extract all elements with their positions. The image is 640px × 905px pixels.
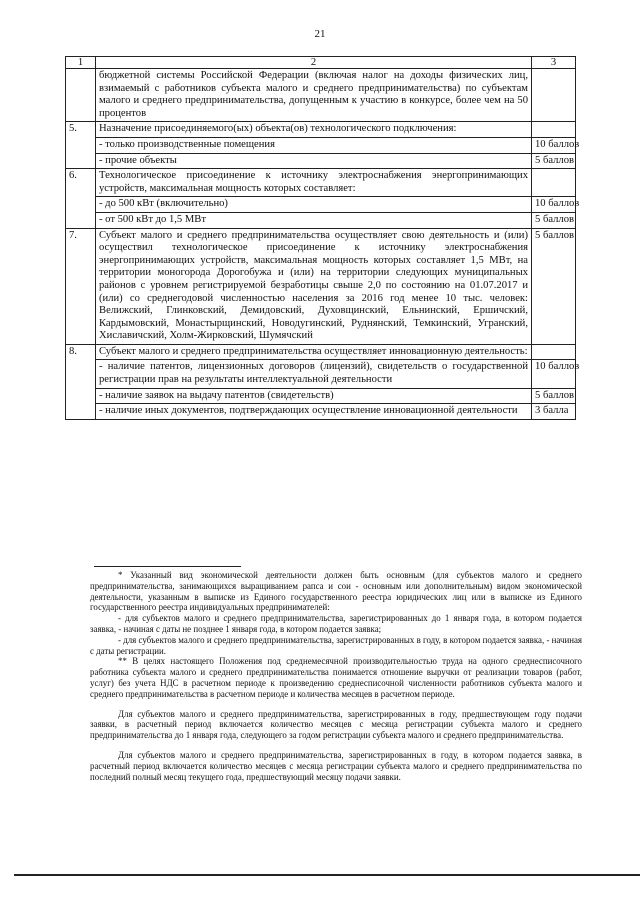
footnote-paragraph: ** В целях настоящего Положения под среднемесячной производительностью труда на одного среднесписочного работника субъекта малого и среднего предпринимательства понимается отношение выручки от реализации товаров (работ, услуг) без учета НДС в расчетном периоде к произведению среднесписочной численности работников субъекта малого и среднего предпринимательства в расчетном периоде и количества месяцев в расчетном периоде. <box>90 656 582 699</box>
criteria-table <box>65 56 580 420</box>
criterion-points: 5 баллов <box>532 228 576 344</box>
footnote-paragraph: Для субъектов малого и среднего предпринимательства, зарегистрированных в году, предшествующем году подачи заявки, в расчетный период включается количество месяцев с месяца регистрации субъекта малого и среднего предпринимательства до 1 января года, следующего за годом регистрации субъекта малого и среднего предпринимательства. <box>90 708 582 741</box>
criterion-title: Субъект малого и среднего предпринимательства осуществляет инновационную деятельность: <box>96 344 532 360</box>
criterion-text: Субъект малого и среднего предпринимательства осуществляет свою деятельность и (или) осуществил технологическое присоединение к источнику электроснабжения энергопринимающих устройств, максимальная мощность которых составляет 1,5 МВт, на территории моногорода Дорогобужа и (или) на территории следующих муниципальных районов с уровнем регистрируемой безработицы свыше 2,0 по состоянию на 01.07.2017 и (или) со среднегодовой численностью населения за 2016 год менее 10 тыс. человек: Велижский, Глинковский, Демидовский, Духовщинский, Ельнинский, Ершичский, Кардымовский, Монастырщинский, Новодугинский, Руднянский, Темкинский, Угранский, Хиславичский, Холм-Жирковский, Шумячский <box>96 228 532 344</box>
criterion-number: 6. <box>66 169 96 228</box>
footnotes <box>90 570 582 782</box>
criterion-option: - наличие патентов, лицензионных договоров (лицензий), свидетельств о государственной регистрации прав на результаты интеллектуальной деятельности <box>96 360 532 388</box>
footnote-separator <box>94 566 241 567</box>
criterion-title: Технологическое присоединение к источнику электроснабжения энергопринимающих устройств, максимальная мощность которых составляет: <box>96 169 532 197</box>
table-row <box>66 388 576 404</box>
table-header-row <box>66 57 576 69</box>
table-row <box>66 344 576 360</box>
criterion-option: - наличие иных документов, подтверждающих осуществление инновационной деятельности <box>96 404 532 420</box>
footnote-paragraph: - для субъектов малого и среднего предпринимательства, зарегистрированных до 1 января года, в котором подается заявка, - начиная с даты не позднее 1 января года, в котором подается заявка; <box>90 613 582 634</box>
criterion-points: 3 балла <box>532 404 576 420</box>
criterion-number: 7. <box>66 228 96 344</box>
page-number: 21 <box>314 28 326 40</box>
footnote-paragraph: * Указанный вид экономической деятельности должен быть основным (для субъектов малого и среднего предпринимательства, занимающихся выращиванием рапса и сои - основным или дополнительным) видом экономической деятельности, указанным в выписке из Единого государственного реестра юридических лиц или в выписке из Единого государственного реестра индивидуальных предпринимателей: <box>90 570 582 613</box>
table-row <box>66 122 576 138</box>
criterion-option: - до 500 кВт (включительно) <box>96 197 532 213</box>
criterion-points: 10 баллов <box>532 137 576 153</box>
table-row <box>66 153 576 169</box>
table-row <box>66 197 576 213</box>
criterion-option: - только производственные помещения <box>96 137 532 153</box>
column-header: 1 <box>66 57 96 69</box>
criterion-title: Назначение присоединяемого(ых) объекта(ов) технологического подключения: <box>96 122 532 138</box>
table-row <box>66 69 576 122</box>
criterion-option: - наличие заявок на выдачу патентов (свидетельств) <box>96 388 532 404</box>
bottom-rule <box>14 874 640 876</box>
column-header: 3 <box>532 57 576 69</box>
criterion-continuation: бюджетной системы Российской Федерации (включая налог на доходы физических лиц, взимаемый с работников субъекта малого и среднего предпринимательства) по субъектам малого и среднего предпринимательства, допущенным к участию в конкурсе, более чем на 50 процентов <box>96 69 532 122</box>
table-row <box>66 228 576 344</box>
criterion-points: 10 баллов <box>532 360 576 388</box>
criterion-points: 5 баллов <box>532 153 576 169</box>
criterion-option: - прочие объекты <box>96 153 532 169</box>
criterion-number: 5. <box>66 122 96 169</box>
criterion-number: 8. <box>66 344 96 419</box>
table-row <box>66 360 576 388</box>
table-row <box>66 169 576 197</box>
footnote-paragraph: - для субъектов малого и среднего предпринимательства, зарегистрированных в году, в котором подается заявка, - начиная с даты регистрации. <box>90 634 582 656</box>
criterion-points: 5 баллов <box>532 388 576 404</box>
table-row <box>66 212 576 228</box>
criterion-points: 5 баллов <box>532 212 576 228</box>
criterion-option: - от 500 кВт до 1,5 МВт <box>96 212 532 228</box>
criterion-points: 10 баллов <box>532 197 576 213</box>
table-row <box>66 137 576 153</box>
table-row <box>66 404 576 420</box>
column-header: 2 <box>96 57 532 69</box>
footnote-paragraph: Для субъектов малого и среднего предпринимательства, зарегистрированных в году, в котором подается заявка, в расчетный период включается количество месяцев с месяца регистрации субъекта малого и среднего предпринимательства по последний полный месяц текущего года, предшествующий месяцу подачи заявки. <box>90 749 582 782</box>
